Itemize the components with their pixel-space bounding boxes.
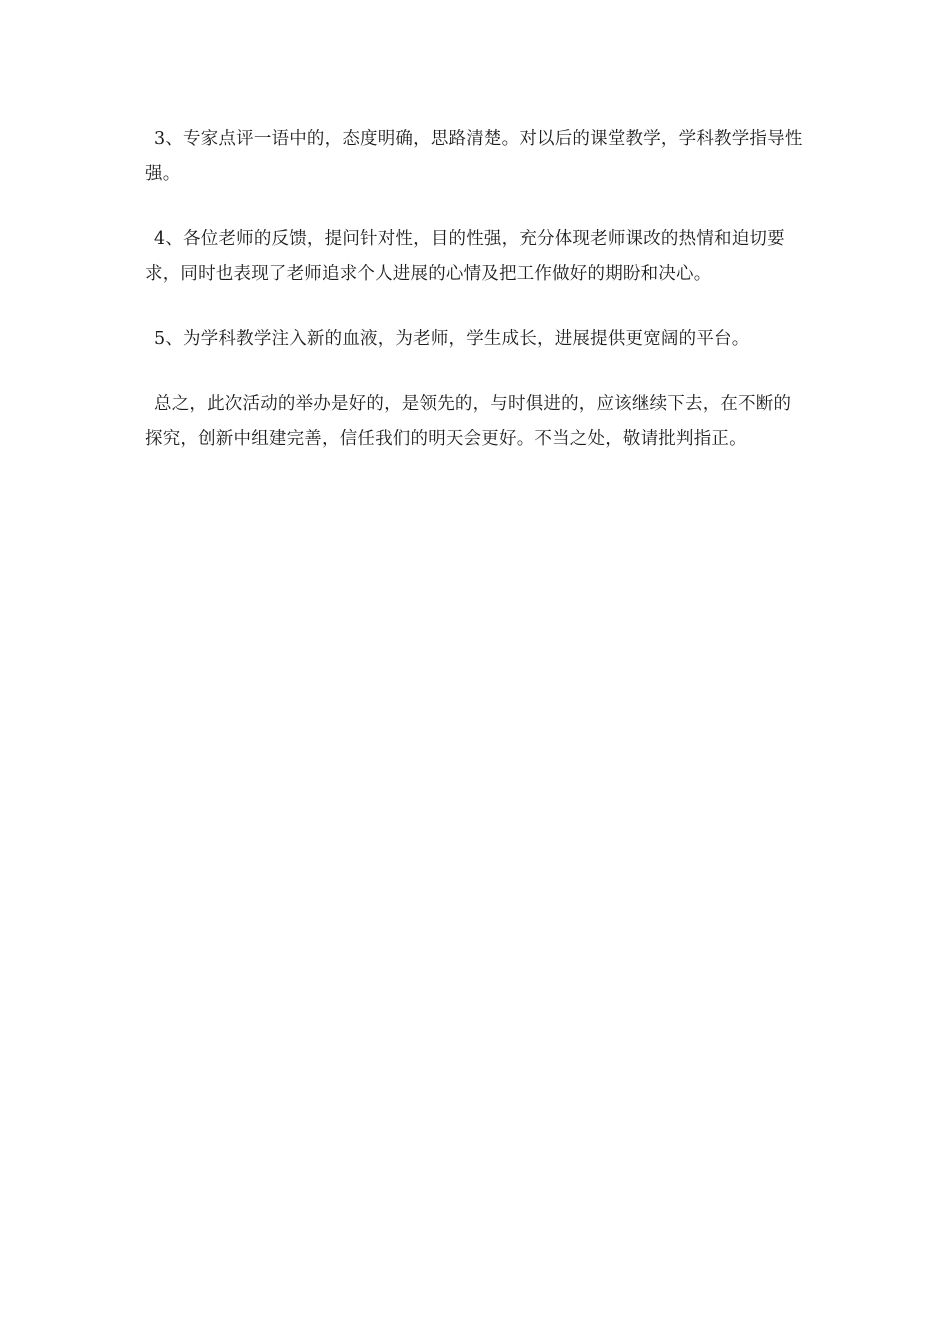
paragraph-point-4: 4、各位老师的反馈，提问针对性，目的性强，充分体现老师课改的热情和迫切要求，同时也表现了老师追求个人进展的心情及把工作做好的期盼和决心。 — [145, 229, 785, 284]
document-body — [145, 122, 805, 487]
paragraph-point-3: 3、专家点评一语中的，态度明确，思路清楚。对以后的课堂教学，学科教学指导性强。 — [145, 129, 803, 184]
paragraph-point-5: 5、为学科教学注入新的血液，为老师，学生成长，进展提供更宽阔的平台。 — [154, 329, 750, 349]
paragraph-summary: 总之，此次活动的举办是好的，是领先的，与时俱进的，应该继续下去，在不断的探究，创新中组建完善，信任我们的明天会更好。不当之处，敬请批判指正。 — [145, 394, 792, 449]
